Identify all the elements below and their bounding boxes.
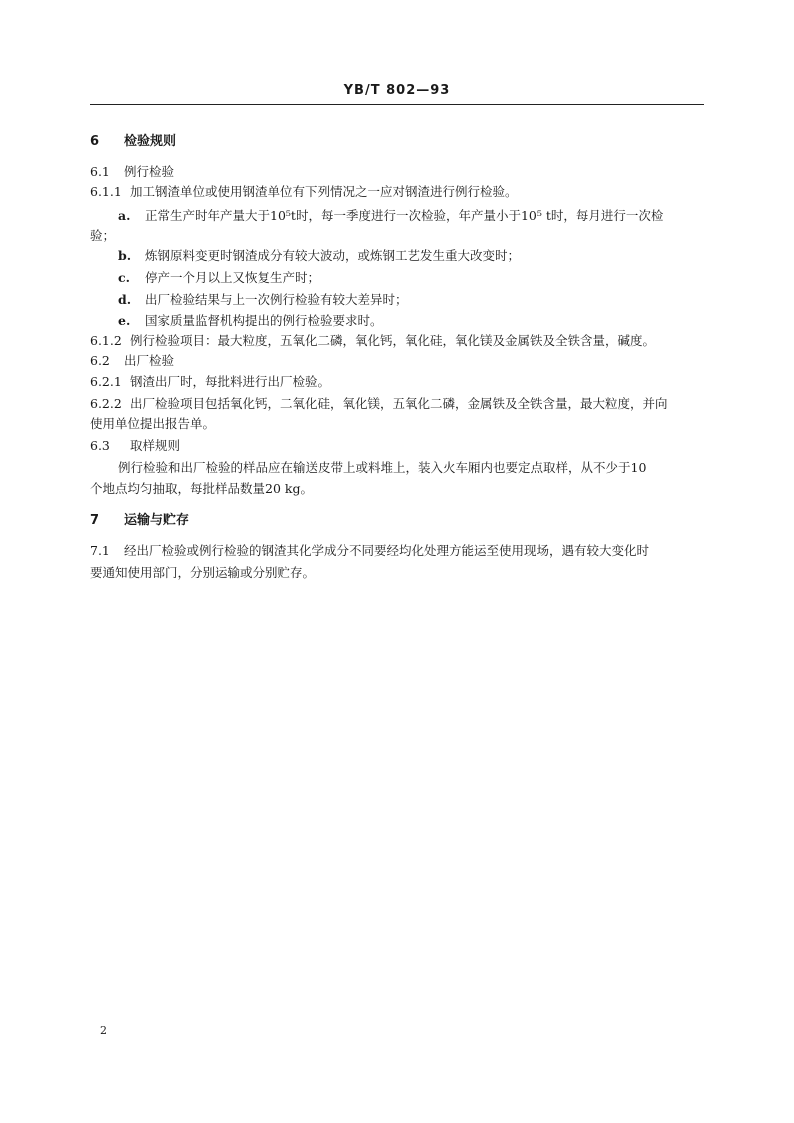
standard-code-header: YB/T 802—93 — [343, 83, 451, 98]
item-text: 炼钢原料变更时钢渣成分有较大波动，或炼钢工艺发生重大改变时； — [145, 248, 521, 263]
section-6-2-heading — [90, 353, 704, 369]
section-7-heading — [90, 513, 704, 529]
clause-text: 加工钢渣单位或使用钢渣单位有下列情况之一应对钢渣进行例行检验。 — [130, 184, 518, 199]
section-number: 6.3 — [90, 438, 110, 453]
item-letter: c. — [118, 270, 130, 285]
section-title: 检验规则 — [124, 134, 177, 149]
clause-number: 6.1.1 — [90, 184, 122, 199]
item-letter: e. — [118, 313, 131, 328]
item-letter: d. — [118, 292, 132, 307]
section-6-3-heading — [90, 438, 704, 454]
clause-text: 钢渣出厂时，每批料进行出厂检验。 — [130, 374, 331, 389]
section-title: 运输与贮存 — [124, 513, 190, 528]
clause-7-1-continuation: 要通知使用部门，分别运输或分别贮存。 — [90, 565, 316, 580]
clause-number: 6.2.1 — [90, 374, 122, 389]
section-number: 6.1 — [90, 164, 110, 179]
clause-text: 经出厂检验或例行检验的钢渣其化学成分不同要经均化处理方能运至使用现场，遇有较大变化时 — [124, 543, 650, 558]
clause-number: 6.1.2 — [90, 333, 122, 348]
section-number: 7 — [90, 513, 100, 528]
item-text: 出厂检验结果与上一次例行检验有较大差异时； — [145, 292, 408, 307]
section-6-1-heading — [90, 164, 704, 180]
clause-6-2-1 — [90, 374, 704, 390]
item-text: 停产一个月以上又恢复生产时； — [145, 270, 321, 285]
list-item-a-continuation: 验； — [90, 228, 116, 243]
item-letter: b. — [118, 248, 132, 263]
item-letter: a. — [118, 208, 131, 223]
header-rule — [90, 104, 704, 105]
clause-6-2-2 — [90, 396, 704, 412]
clause-7-1 — [90, 543, 704, 559]
clause-6-1-1 — [90, 184, 704, 200]
clause-text: 出厂检验项目包括氧化钙，二氧化硅，氧化镁，五氧化二磷，金属铁及全铁含量，最大粒度，并向 — [130, 396, 668, 411]
page-number: 2 — [100, 1024, 107, 1037]
section-title: 出厂检验 — [124, 353, 175, 368]
clause-6-2-2-continuation: 使用单位提出报告单。 — [90, 416, 216, 431]
clause-6-3-text: 例行检验和出厂检验的样品应在输送皮带上或料堆上，装入火车厢内也要定点取样，从不少于10 — [118, 460, 647, 475]
clause-text: 例行检验项目：最大粒度，五氧化二磷，氧化钙，氧化硅，氧化镁及金属铁及全铁含量，碱度。 — [130, 333, 656, 348]
clause-number: 6.2.2 — [90, 396, 122, 411]
section-title: 取样规则 — [130, 438, 181, 453]
item-text: 正常生产时年产量大于10⁵t时，每一季度进行一次检验，年产量小于10⁵ t时，每月进行一次检 — [145, 208, 664, 223]
section-number: 6.2 — [90, 353, 110, 368]
clause-number: 7.1 — [90, 543, 110, 558]
section-title: 例行检验 — [124, 164, 175, 179]
item-text: 国家质量监督机构提出的例行检验要求时。 — [145, 313, 383, 328]
clause-6-1-2 — [90, 333, 704, 349]
section-number: 6 — [90, 134, 100, 149]
section-6-heading — [90, 134, 704, 150]
clause-6-3-continuation: 个地点均匀抽取，每批样品数量20 kg。 — [90, 481, 313, 496]
